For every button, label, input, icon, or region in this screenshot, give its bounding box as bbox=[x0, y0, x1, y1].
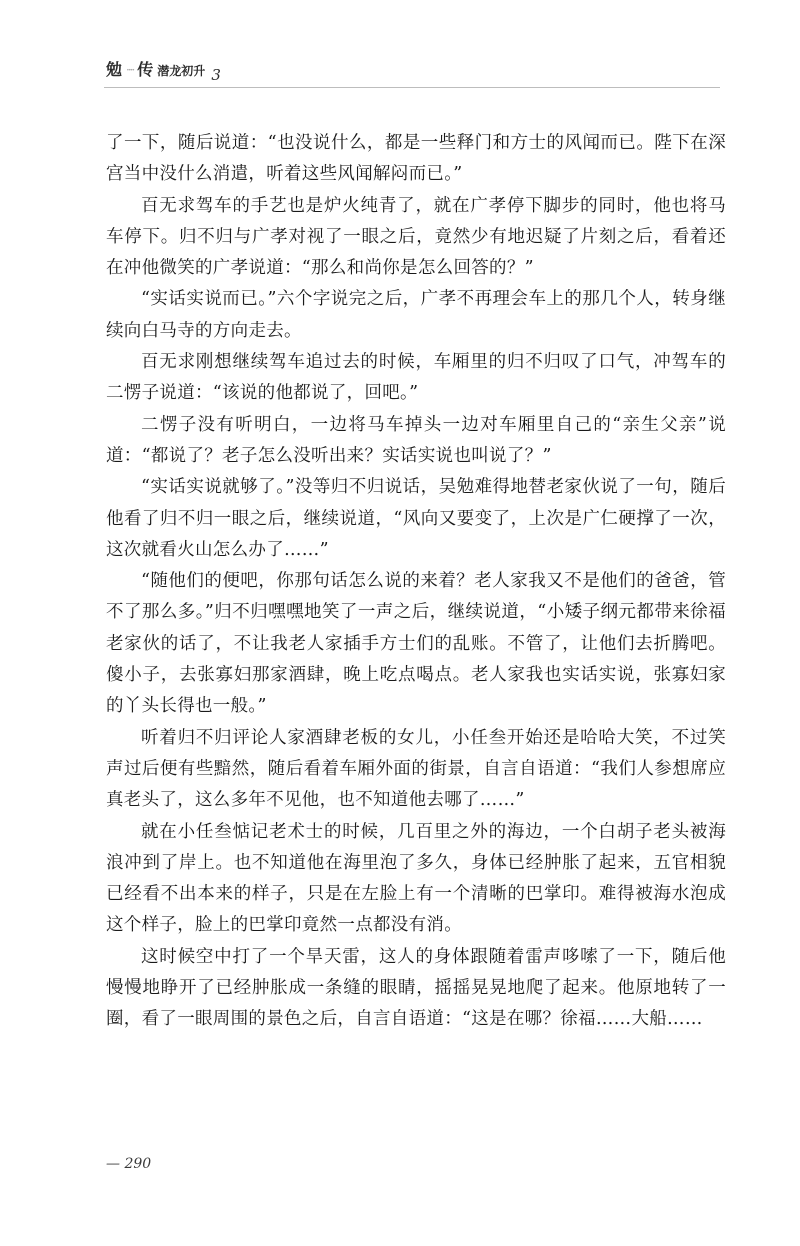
paragraph: 听着归不归评论人家酒肆老板的女儿，小任叁开始还是哈哈大笑，不过笑声过后便有些黯然，随后看着车厢外面的街景，自言自语道：“我们人参想席应真老头了，这么多年不见他，也不知道他去哪了……” bbox=[106, 727, 726, 811]
running-header bbox=[106, 52, 221, 84]
paragraph: “实话实说而已。”六个字说完之后，广孝不再理会车上的那几个人，转身继续向白马寺的方向走去。 bbox=[106, 289, 726, 341]
paragraph: “实话实说就够了。”没等归不归说话，吴勉难得地替老家伙说了一句，随后他看了归不归一眼之后，继续说道，“风向又要变了，上次是广仁硬撑了一次，这次就看火山怎么办了……” bbox=[106, 477, 726, 560]
header-rule bbox=[104, 87, 720, 88]
paragraph: “随他们的便吧，你那句话怎么说的来着？老人家我又不是他们的爸爸，管不了那么多。”归不归嘿嘿地笑了一声之后，继续说道，“小矮子纲元都带来徐福老家伙的话了，不让我老人家插手方士们的乱账。不管了，让他们去折腾吧。傻小子，去张寡妇那家酒肆，晚上吃点喝点。老人家我也实话实说，张寡妇家的丫头长得也一般。” bbox=[106, 571, 726, 717]
paragraph: 了一下，随后说道：“也没说什么，都是一些释门和方士的风闻而已。陛下在深宫当中没什么消遣，听着这些风闻解闷而已。” bbox=[106, 133, 726, 185]
paragraph: 百无求驾车的手艺也是炉火纯青了，就在广孝停下脚步的同时，他也将马车停下。归不归与广孝对视了一眼之后，竟然少有地迟疑了片刻之后，看着还在冲他微笑的广孝说道：“那么和尚你是怎么回答的？” bbox=[106, 195, 726, 279]
paragraph: 就在小任叁惦记老术士的时候，几百里之外的海边，一个白胡子老头被海浪冲到了岸上。也不知道他在海里泡了多久，身体已经肿胀了起来，五官相貌已经看不出本来的样子，只是在左脸上有一个清晰的巴掌印。难得被海水泡成这个样子，脸上的巴掌印竟然一点都没有消。 bbox=[106, 821, 726, 936]
header-title-part2: 传 bbox=[137, 60, 154, 79]
header-volume-number: 3 bbox=[211, 66, 221, 84]
header-title-part1: 勉 bbox=[106, 60, 123, 79]
paragraph: 这时候空中打了一个旱天雷，这人的身体跟随着雷声哆嗦了一下，随后他慢慢地睁开了已经肿胀成一条缝的眼睛，摇摇晃晃地爬了起来。他原地转了一圈，看了一眼周围的景色之后，自言自语道：“这是在哪？徐福……大船…… bbox=[106, 946, 726, 1030]
header-subtitle: 潜龙初升 bbox=[157, 64, 206, 78]
paragraph: 百无求刚想继续驾车追过去的时候，车厢里的归不归叹了口气，冲驾车的二愣子说道：“该说的他都说了，回吧。” bbox=[106, 352, 726, 404]
header-decoration: ···· bbox=[126, 63, 134, 77]
paragraph: 二愣子没有听明白，一边将马车掉头一边对车厢里自己的“亲生父亲”说道：“都说了？老子怎么没听出来？实话实说也叫说了？” bbox=[106, 414, 726, 466]
page-number: — 290 bbox=[106, 1156, 152, 1172]
page-body bbox=[106, 128, 726, 1036]
